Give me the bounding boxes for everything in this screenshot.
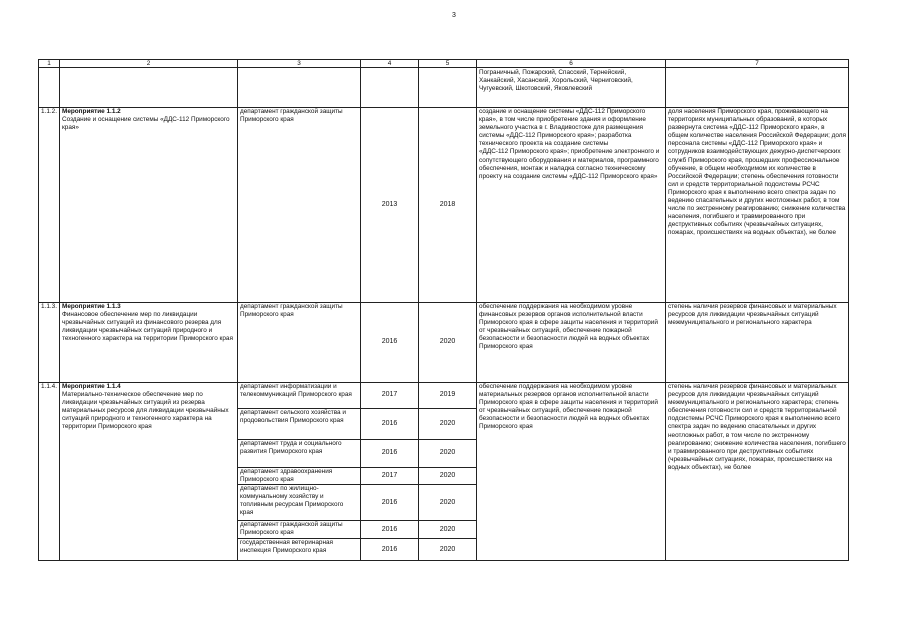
header-cell: 1 bbox=[39, 60, 60, 68]
cell-empty bbox=[361, 68, 419, 108]
target-indicators: степень наличия резервов финансовых и материальных ресурсов для ликвидации чрезвычайных ситуаций межмуниципального и регионального характера bbox=[666, 303, 849, 383]
activity-description: Материально-техническое обеспечение мер по ликвидации чрезвычайных ситуаций из резерва материальных ресурсов для ликвидации чрезвычайных ситуаций природного и техногенного характера на территории Приморского края bbox=[62, 391, 229, 431]
activity-description: Создание и оснащение системы «ДДС-112 Приморского края» bbox=[62, 116, 230, 132]
cell-empty bbox=[238, 68, 361, 108]
header-cell: 5 bbox=[419, 60, 477, 68]
municipalities-cell bbox=[477, 68, 666, 108]
end-year: 2020 bbox=[419, 409, 477, 440]
table-row bbox=[39, 108, 849, 303]
responsible-department: департамент информатизации и телекоммуникаций Приморского края bbox=[238, 383, 361, 409]
activity-number: 1.1.2. bbox=[39, 108, 60, 303]
end-year: 2020 bbox=[419, 440, 477, 468]
end-year: 2020 bbox=[419, 539, 477, 561]
page-number: 3 bbox=[452, 12, 456, 19]
activity-cell bbox=[60, 383, 238, 561]
end-year: 2019 bbox=[419, 383, 477, 409]
responsible-department: департамент сельского хозяйства и продовольствия Приморского края bbox=[238, 409, 361, 440]
cell-empty bbox=[39, 68, 60, 108]
responsible-department: департамент здравоохранения Приморского края bbox=[238, 468, 361, 485]
activity-title: Мероприятие 1.1.3 bbox=[62, 303, 121, 310]
end-year: 2020 bbox=[419, 521, 477, 539]
target-indicators: степень наличия резервов финансовых и материальных ресурсов для ликвидации чрезвычайных ситуаций межмуниципального и регионального характера; степень обеспечения готовности сил и средств территориальной подсистемы РСЧС Приморского края к выполнению всего спектра задач по ведению спасательных и других неотложных работ, в том числе по экстренному реагированию; снижение количества населения, погибшего и травмированного при деструктивных событиях (чрезвычайных ситуациях, пожарах, происшествиях на водных объектах), не более bbox=[666, 383, 849, 561]
table-row bbox=[39, 303, 849, 383]
cell-empty bbox=[666, 68, 849, 108]
municipalities-text: Пограничный, Пожарский, Спасский, Тернейский, Ханкайский, Хасанский, Хорольский, Черниговский, Чугуевский, Шкотовский, Яковлевский bbox=[479, 69, 633, 93]
expected-result: создание и оснащение системы «ДДС-112 Приморского края», в том числе приобретение здания и оформление земельного участка в г. Владивостоке для размещения системы «ДДС-112 Приморского края»; разработка технического проекта на создание системы «ДДС-112 Приморского края»; приобретение электронного и сопутствующего оборудования и материалов, программного обеспечения, монтаж и наладка согласно техническому проекту на создание системы «ДДС-112 Приморского края» bbox=[477, 108, 666, 303]
table-row bbox=[39, 383, 849, 409]
start-year: 2016 bbox=[361, 485, 419, 521]
start-year: 2016 bbox=[361, 303, 419, 383]
target-indicators: доля населения Приморского края, проживающего на территориях муниципальных образований, в которых развернута система «ДДС-112 Приморского края», в общем количестве населения Российской Федерации; доля персонала системы «ДДС-112 Приморского края» и сотрудников взаимодействующих дежурно-диспетчерских служб Приморского края, прошедших профессиональное обучение, в общем необходимом их количестве в Российской Федерации; степень обеспечения готовности сил и средств территориальной подсистемы РСЧС Приморского края к выполнению всего спектра задач по ведению спасательных и других неотложных работ, в том числе по экстренному реагированию; снижение количества населения, погибшего и травмированного при деструктивных событиях (чрезвычайных ситуациях, пожарах, происшествиях на водных объектах), не более bbox=[666, 108, 849, 303]
header-cell: 4 bbox=[361, 60, 419, 68]
start-year: 2013 bbox=[361, 108, 419, 303]
activity-title: Мероприятие 1.1.4 bbox=[62, 383, 121, 390]
activity-cell bbox=[60, 108, 238, 303]
expected-result: обеспечение поддержания на необходимом уровне финансовых резервов органов исполнительной власти Приморского края в сфере защиты населения и территорий от чрезвычайных ситуаций, обеспечение пожарной безопасности и безопасности людей на водных объектах Приморского края bbox=[477, 303, 666, 383]
header-cell: 2 bbox=[60, 60, 238, 68]
start-year: 2017 bbox=[361, 468, 419, 485]
start-year: 2017 bbox=[361, 383, 419, 409]
responsible-department: департамент труда и социального развития Приморского края bbox=[238, 440, 361, 468]
activity-title: Мероприятие 1.1.2 bbox=[62, 108, 121, 115]
start-year: 2016 bbox=[361, 409, 419, 440]
activity-cell bbox=[60, 303, 238, 383]
start-year: 2016 bbox=[361, 521, 419, 539]
start-year: 2016 bbox=[361, 539, 419, 561]
end-year: 2018 bbox=[419, 108, 477, 303]
responsible-department: департамент гражданской защиты Приморского края bbox=[238, 303, 361, 383]
cell-empty bbox=[60, 68, 238, 108]
continuation-row bbox=[39, 68, 849, 108]
end-year: 2020 bbox=[419, 468, 477, 485]
expected-result: обеспечение поддержания на необходимом уровне материальных резервов органов исполнительной власти Приморского края в сфере защиты населения и территорий от чрезвычайных ситуаций, обеспечение пожарной безопасности и безопасности людей на водных объектах Приморского края bbox=[477, 383, 666, 561]
end-year: 2020 bbox=[419, 303, 477, 383]
header-cell: 6 bbox=[477, 60, 666, 68]
header-cell: 3 bbox=[238, 60, 361, 68]
responsible-department: департамент по жилищно-коммунальному хозяйству и топливным ресурсам Приморского края bbox=[238, 485, 361, 521]
header-cell: 7 bbox=[666, 60, 849, 68]
activity-description: Финансовое обеспечение мер по ликвидации чрезвычайных ситуаций из финансового резерва для ликвидации чрезвычайных ситуаций природного и техногенного характера на территории Приморского края bbox=[62, 311, 233, 343]
cell-empty bbox=[419, 68, 477, 108]
activity-number: 1.1.4. bbox=[39, 383, 60, 561]
responsible-department: департамент гражданской защиты Приморского края bbox=[238, 108, 361, 303]
start-year: 2016 bbox=[361, 440, 419, 468]
program-activities-table bbox=[38, 59, 849, 561]
activity-number: 1.1.3. bbox=[39, 303, 60, 383]
responsible-department: департамент гражданской защиты Приморского края bbox=[238, 521, 361, 539]
column-number-row bbox=[39, 60, 849, 68]
responsible-department: государственная ветеринарная инспекция Приморского края bbox=[238, 539, 361, 561]
end-year: 2020 bbox=[419, 485, 477, 521]
